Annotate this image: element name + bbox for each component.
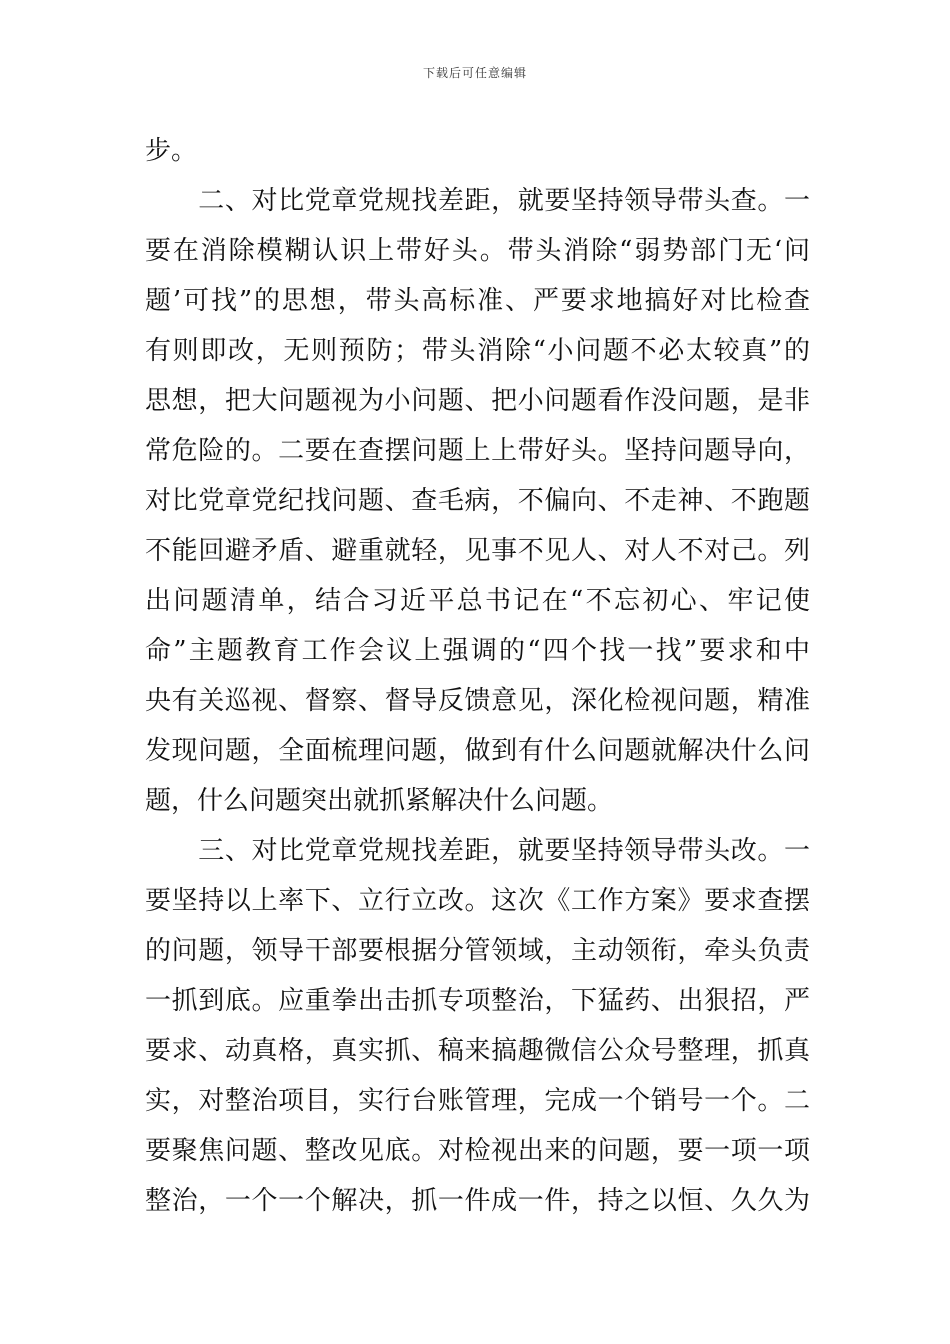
text-line: 题，什么问题突出就抓紧解决什么问题。 [145, 786, 614, 816]
text-line: 对比党章党纪找问题、查毛病，不偏向、不走神、不跑题 [145, 486, 810, 516]
text-line: 出问题清单，结合习近平总书记在“不忘初心、牢记使 [145, 586, 810, 616]
text-line: 题’可找”的思想，带头高标准、严要求地搞好对比检查 [145, 286, 810, 316]
text-line: 的问题，领导干部要根据分管领域，主动领衔，牵头负责 [145, 936, 810, 966]
text-line: 要聚焦问题、整改见底。对检视出来的问题，要一项一项 [145, 1136, 810, 1166]
text-line: 常危险的。二要在查摆问题上上带好头。坚持问题导向， [145, 436, 810, 466]
text-line: 整治，一个一个解决，抓一件成一件，持之以恒、久久为 [145, 1186, 810, 1216]
page-header: 下载后可任意编辑 [422, 66, 527, 80]
text-line: 要坚持以上率下、立行立改。这次《工作方案》要求查摆 [145, 886, 810, 916]
text-line: 要在消除模糊认识上带好头。带头消除“弱势部门无‘问 [145, 236, 810, 266]
text-line: 命”主题教育工作会议上强调的“四个找一找”要求和中 [145, 636, 810, 666]
text-line: 央有关巡视、督察、督导反馈意见，深化检视问题，精准 [145, 686, 810, 716]
text-line: 不能回避矛盾、避重就轻，见事不见人、对人不对己。列 [145, 536, 810, 566]
text-line: 思想，把大问题视为小问题、把小问题看作没问题，是非 [145, 386, 810, 416]
text-line: 一抓到底。应重拳出击抓专项整治，下猛药、出狠招，严 [145, 986, 810, 1016]
text-line: 发现问题，全面梳理问题，做到有什么问题就解决什么问 [145, 736, 810, 766]
text-line: 实，对整治项目，实行台账管理，完成一个销号一个。二 [145, 1086, 810, 1116]
text-line: 要求、动真格，真实抓、稿来搞趣微信公众号整理，抓真 [145, 1036, 810, 1066]
text-line: 二、对比党章党规找差距，就要坚持领导带头查。一 [145, 186, 810, 216]
text-line: 有则即改，无则预防；带头消除“小问题不必太较真”的 [145, 336, 810, 366]
text-line: 步。 [145, 136, 198, 166]
text-line: 三、对比党章党规找差距，就要坚持领导带头改。一 [145, 836, 810, 866]
